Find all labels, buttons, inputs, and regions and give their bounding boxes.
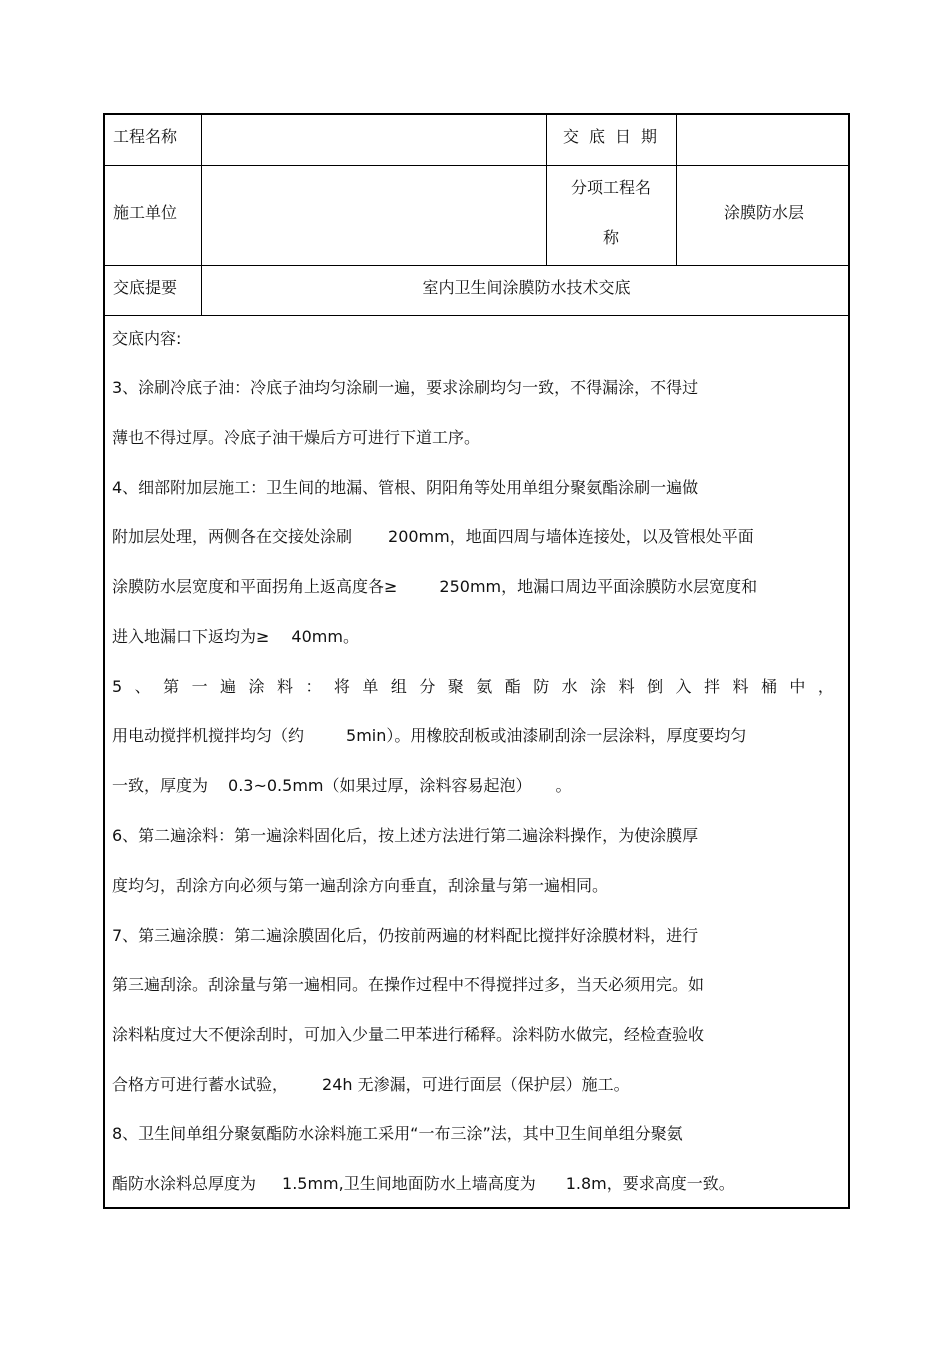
content-text: 5min）。用橡胶刮板或油漆刷刮涂一层涂料，厚度要均匀 bbox=[346, 726, 747, 745]
subitem-label-line2: 称 bbox=[602, 228, 619, 247]
content-line: 薄也不得过厚。冷底子油干燥后方可进行下道工序。 bbox=[112, 428, 481, 447]
justified-char: 料 bbox=[618, 677, 635, 696]
content-line bbox=[112, 775, 572, 797]
column-divider bbox=[546, 115, 547, 265]
content-text: 附加层处理，两侧各在交接处涂刷 bbox=[112, 527, 353, 546]
content-line: 3、涂刷冷底子油：冷底子油均匀涂刷一遍，要求涂刷均匀一致，不得漏涂，不得过 bbox=[112, 378, 699, 397]
project-name-label: 工程名称 bbox=[113, 127, 178, 146]
justified-char: 桶 bbox=[760, 677, 777, 696]
content-text: 250mm，地漏口周边平面涂膜防水层宽度和 bbox=[439, 577, 758, 596]
date-label: 交底日期 bbox=[562, 127, 667, 146]
content-text: 涂膜防水层宽度和平面拐角上返高度各≥ bbox=[112, 577, 398, 596]
content-text: 合格方可进行蓄水试验， bbox=[112, 1075, 289, 1094]
content-line: 7、第三遍涂膜：第二遍涂膜固化后，仍按前两遍的材料配比搅拌好涂膜材料，进行 bbox=[112, 926, 699, 945]
content-line bbox=[112, 1074, 630, 1096]
date-value[interactable] bbox=[685, 127, 845, 149]
content-text: 0.3~0.5mm（如果过厚，涂料容易起泡） bbox=[228, 776, 532, 795]
justified-char: 料 bbox=[276, 677, 293, 696]
content-line bbox=[112, 1173, 735, 1195]
justified-char: 聚 bbox=[447, 677, 464, 696]
construction-unit-label: 施工单位 bbox=[113, 203, 178, 222]
summary-value: 室内卫生间涂膜防水技术交底 bbox=[422, 278, 631, 297]
justified-char: 单 bbox=[362, 677, 379, 696]
subitem-label-line1: 分项工程名 bbox=[570, 178, 651, 197]
content-line bbox=[112, 526, 754, 548]
construction-unit-value[interactable] bbox=[209, 203, 539, 225]
content-text: 1.8m，要求高度一致。 bbox=[565, 1174, 735, 1193]
row-divider bbox=[105, 165, 848, 166]
justified-char: 拌 bbox=[704, 677, 721, 696]
justified-char: 组 bbox=[390, 677, 407, 696]
justified-char: 倒 bbox=[647, 677, 664, 696]
content-text: 用电动搅拌机搅拌均匀（约 bbox=[112, 726, 305, 745]
content-text: 40mm。 bbox=[291, 627, 359, 646]
justified-char: 一 bbox=[191, 677, 208, 696]
justified-char: 将 bbox=[333, 677, 350, 696]
content-line: 涂料粘度过大不便涂刮时，可加入少量二甲苯进行稀释。涂料防水做完，经检查验收 bbox=[112, 1025, 705, 1044]
row-divider bbox=[105, 315, 848, 316]
content-text: 进入地漏口下返均为≥ bbox=[112, 627, 270, 646]
summary-label: 交底提要 bbox=[113, 278, 178, 297]
justified-char: 氨 bbox=[476, 677, 493, 696]
content-text: 。 bbox=[555, 776, 572, 795]
justified-char: 第 bbox=[163, 677, 180, 696]
content-line: 8、卫生间单组分聚氨酯防水涂料施工采用“一布三涂”法，其中卫生间单组分聚氨 bbox=[112, 1124, 683, 1143]
content-line bbox=[112, 725, 746, 747]
justified-char: 涂 bbox=[248, 677, 265, 696]
justified-char: 涂 bbox=[590, 677, 607, 696]
row-divider bbox=[105, 265, 848, 266]
justified-char: 5 bbox=[112, 677, 123, 696]
justified-char: 、 bbox=[134, 677, 151, 696]
disclosure-table bbox=[103, 113, 850, 1209]
content-line: 度均匀，刮涂方向必须与第一遍刮涂方向垂直，刮涂量与第一遍相同。 bbox=[112, 876, 609, 895]
content-line-justified bbox=[112, 676, 834, 698]
justified-char: 遍 bbox=[220, 677, 237, 696]
subitem-value: 涂膜防水层 bbox=[723, 203, 804, 222]
content-text: 一致，厚度为 bbox=[112, 776, 209, 795]
justified-char: 中 bbox=[789, 677, 806, 696]
justified-char: 分 bbox=[419, 677, 436, 696]
content-text: 1.5mm,卫生间地面防水上墙高度为 bbox=[282, 1174, 536, 1193]
content-line bbox=[112, 576, 757, 598]
content-line: 4、细部附加层施工：卫生间的地漏、管根、阴阳角等处用单组分聚氨酯涂刷一遍做 bbox=[112, 478, 699, 497]
content-line bbox=[112, 626, 359, 648]
content-text: 24h 无渗漏，可进行面层（保护层）施工。 bbox=[322, 1075, 630, 1094]
justified-char: 水 bbox=[561, 677, 578, 696]
column-divider bbox=[201, 115, 202, 315]
justified-char: 防 bbox=[533, 677, 550, 696]
justified-char: 酯 bbox=[504, 677, 521, 696]
project-name-value[interactable] bbox=[209, 127, 539, 149]
justified-char: 料 bbox=[732, 677, 749, 696]
content-line: 第三遍刮涂。刮涂量与第一遍相同。在操作过程中不得搅拌过多，当天必须用完。如 bbox=[112, 975, 705, 994]
content-text: 酯防水涂料总厚度为 bbox=[112, 1174, 257, 1193]
justified-char: 入 bbox=[675, 677, 692, 696]
justified-char: ： bbox=[305, 677, 322, 696]
content-heading: 交底内容: bbox=[112, 329, 182, 348]
content-text: 200mm，地面四周与墙体连接处，以及管根处平面 bbox=[388, 527, 754, 546]
justified-char: ， bbox=[817, 677, 834, 696]
content-line: 6、第二遍涂料：第一遍涂料固化后，按上述方法进行第二遍涂料操作，为使涂膜厚 bbox=[112, 826, 699, 845]
